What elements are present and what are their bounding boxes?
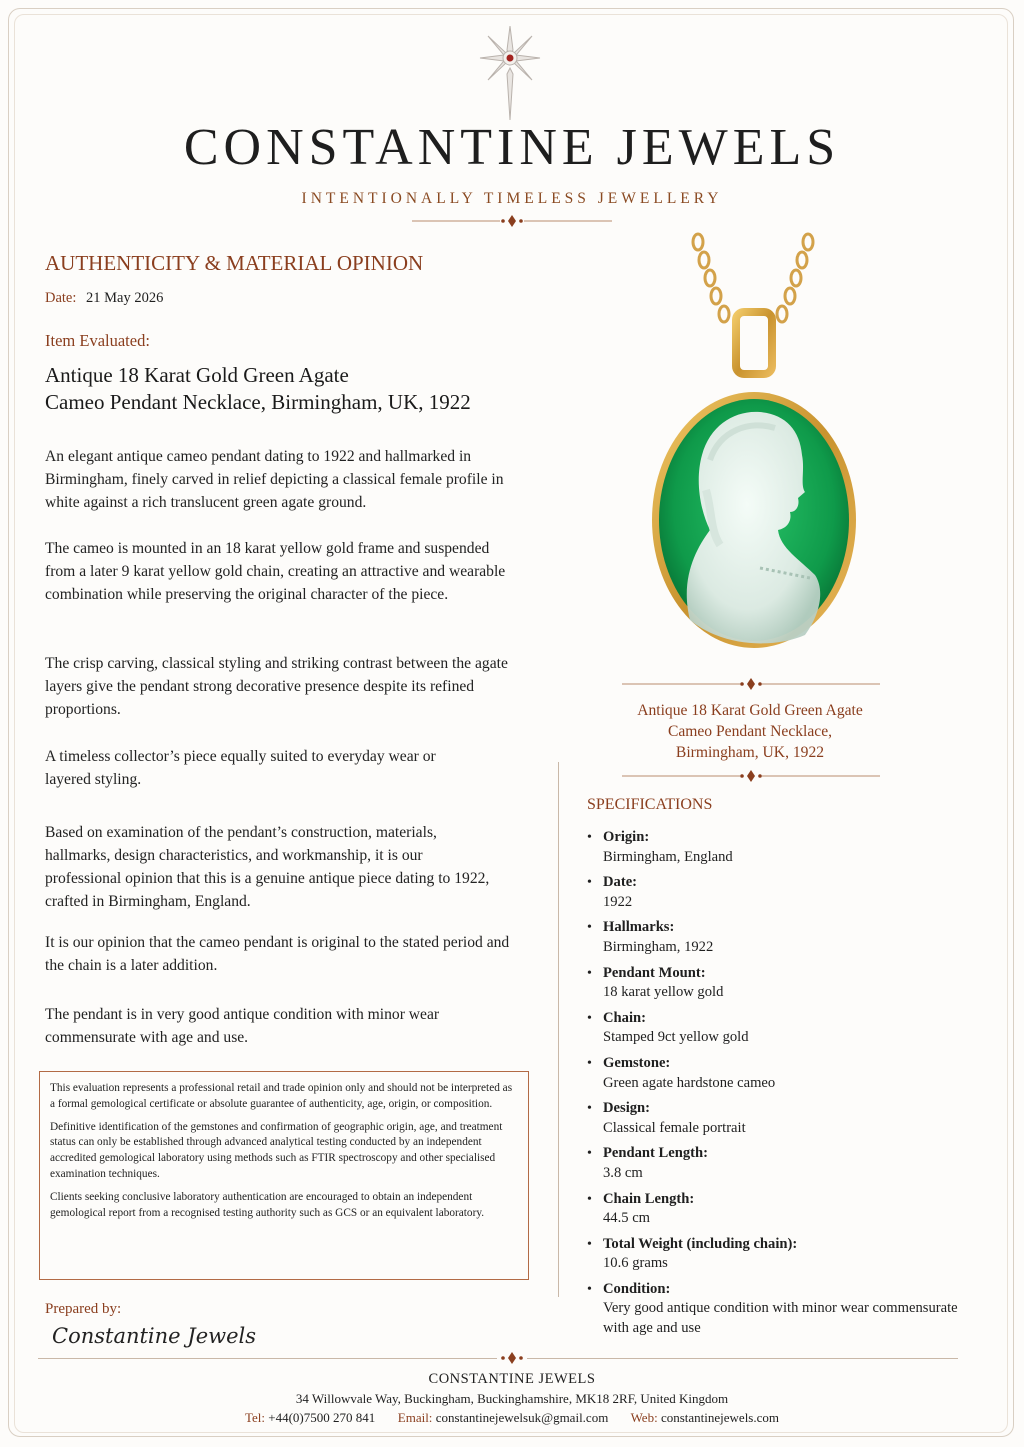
spec-item — [587, 1144, 987, 1183]
bullet-icon: • — [587, 965, 592, 981]
spec-value: 10.6 grams — [603, 1255, 668, 1272]
bullet-icon: • — [587, 1146, 592, 1162]
spec-item — [587, 828, 987, 867]
spec-key: Chain Length: — [603, 1190, 695, 1207]
bullet-icon: • — [587, 1236, 592, 1252]
description-paragraph: An elegant antique cameo pendant dating to 1922 and hallmarked in Birmingham, finely carved in relief depicting a classical female profile in white against a rich translucent green agate ground. — [45, 448, 504, 511]
footer-address: 34 Willowvale Way, Buckingham, Buckinghamshire, MK18 2RF, United Kingdom — [295, 1391, 729, 1406]
footer-contact — [0, 1410, 1024, 1426]
email-label: Email: — [397, 1410, 433, 1425]
signature: Constantine Jewels — [52, 1324, 257, 1348]
caption-line-1: Antique 18 Karat Gold Green Agate — [637, 702, 863, 719]
image-caption — [600, 700, 900, 763]
item-title-line-2: Cameo Pendant Necklace, Birmingham, UK, 1922 — [45, 390, 471, 414]
opinion-paragraph: Based on examination of the pendant’s construction, materials, hallmarks, design characteristics, and workmanship, it is our professional opinion that this is a genuine antique piece dating to 1922, crafted in Birmingham, England. — [45, 824, 490, 910]
bullet-icon: • — [587, 1055, 592, 1071]
spec-value: 3.8 cm — [603, 1164, 643, 1181]
opinion-paragraph: It is our opinion that the cameo pendant is original to the stated period and the chain is a later addition. — [45, 934, 510, 974]
disclaimer-text: This evaluation represents a professional retail and trade opinion only and should not be interpreted as a formal gemological certificate or absolute guarantee of authenticity, age, origin, or composition. — [50, 1082, 513, 1110]
spec-value: Birmingham, England — [603, 848, 733, 865]
spec-key: Chain: — [603, 1009, 646, 1026]
caption-line-2: Cameo Pendant Necklace, — [667, 723, 833, 740]
section-title: AUTHENTICITY & MATERIAL OPINION — [45, 251, 424, 275]
bullet-icon: • — [587, 875, 592, 891]
specifications-list — [587, 828, 987, 1345]
spec-key: Origin: — [603, 829, 650, 845]
spec-key: Date: — [603, 874, 638, 891]
spec-value: Birmingham, 1922 — [603, 938, 714, 955]
condition-paragraph: The pendant is in very good antique condition with minor wear commensurate with age and use. — [45, 1006, 440, 1046]
item-title — [45, 362, 565, 416]
specifications-title: SPECIFICATIONS — [587, 796, 713, 813]
spec-item — [587, 1009, 987, 1048]
item-title-line-1: Antique 18 Karat Gold Green Agate — [45, 363, 349, 387]
spec-key: Total Weight (including chain): — [603, 1235, 798, 1252]
spec-value: 18 karat yellow gold — [603, 984, 724, 1001]
spec-item — [587, 964, 987, 1003]
date-value: 21 May 2026 — [86, 290, 164, 306]
bullet-icon: • — [587, 1010, 592, 1026]
disclaimer-text: Clients seeking conclusive laboratory authentication are encouraged to obtain an independent gemological report from a recognised testing authority such as GCS or an equivalent laboratory. — [50, 1190, 485, 1219]
brand-tagline: INTENTIONALLY TIMELESS JEWELLERY — [301, 190, 723, 207]
column-divider — [558, 762, 559, 1297]
divider-ornament-icon — [497, 1351, 527, 1365]
spec-value: 1922 — [603, 893, 633, 910]
prepared-by-label: Prepared by: — [45, 1301, 122, 1317]
caption-line-3: Birmingham, UK, 1922 — [675, 744, 825, 761]
spec-value: Classical female portrait — [603, 1119, 746, 1136]
divider-ornament-icon — [412, 214, 612, 228]
spec-item — [587, 1190, 987, 1229]
spec-item — [587, 1054, 987, 1093]
web-label: Web: — [630, 1410, 658, 1425]
spec-value: Very good antique condition with minor wear commensurate with age and use — [603, 1300, 958, 1337]
spec-item — [587, 1280, 987, 1339]
email-link[interactable]: constantinejewelsuk@gmail.com — [435, 1410, 609, 1425]
spec-value: Stamped 9ct yellow gold — [603, 1029, 749, 1046]
description-paragraph: A timeless collector’s piece equally suited to everyday wear or layered styling. — [45, 748, 436, 788]
star-logo-icon — [478, 22, 542, 122]
bullet-icon: • — [587, 1191, 592, 1207]
bullet-icon: • — [587, 920, 592, 936]
bullet-icon: • — [587, 1101, 592, 1117]
pendant-image — [640, 230, 880, 670]
tel-value[interactable]: +44(0)7500 270 841 — [268, 1410, 376, 1425]
spec-key: Gemstone: — [603, 1054, 671, 1071]
bullet-icon: • — [587, 830, 592, 845]
spec-key: Pendant Mount: — [603, 964, 706, 981]
disclaimer-box — [39, 1071, 529, 1280]
spec-key: Condition: — [603, 1280, 671, 1297]
spec-key: Pendant Length: — [603, 1145, 709, 1162]
web-link[interactable]: constantinejewels.com — [660, 1410, 780, 1425]
spec-value: 44.5 cm — [603, 1210, 651, 1227]
date-label: Date: — [45, 290, 77, 306]
divider-ornament-icon — [622, 769, 880, 783]
item-evaluated-label: Item Evaluated: — [45, 331, 150, 350]
bullet-icon: • — [587, 1281, 592, 1297]
spec-item — [587, 1099, 987, 1138]
spec-item — [587, 873, 987, 912]
description-paragraph: The cameo is mounted in an 18 karat yellow gold frame and suspended from a later 9 karat yellow gold chain, creating an attractive and wearable combination while preserving the original character of the piece. — [45, 540, 506, 603]
description-paragraph: The crisp carving, classical styling and striking contrast between the agate layers give the pendant strong decorative presence despite its refined proportions. — [45, 655, 508, 718]
spec-key: Hallmarks: — [603, 919, 675, 936]
disclaimer-text: Definitive identification of the gemstones and confirmation of geographic origin, age, and treatment status can only be established through advanced analytical testing conducted by an independent accredited gemological laboratory using methods such as FTIR spectroscopy and other specialised examination techniques. — [50, 1120, 503, 1180]
date-row — [45, 290, 163, 307]
tel-label: Tel: — [244, 1410, 266, 1425]
spec-key: Design: — [603, 1100, 651, 1117]
footer-company-name: CONSTANTINE JEWELS — [428, 1371, 596, 1387]
divider-ornament-icon — [622, 677, 880, 691]
spec-item — [587, 918, 987, 957]
spec-item — [587, 1235, 987, 1274]
spec-value: Green agate hardstone cameo — [603, 1074, 776, 1091]
brand-name: CONSTANTINE JEWELS — [183, 119, 841, 176]
